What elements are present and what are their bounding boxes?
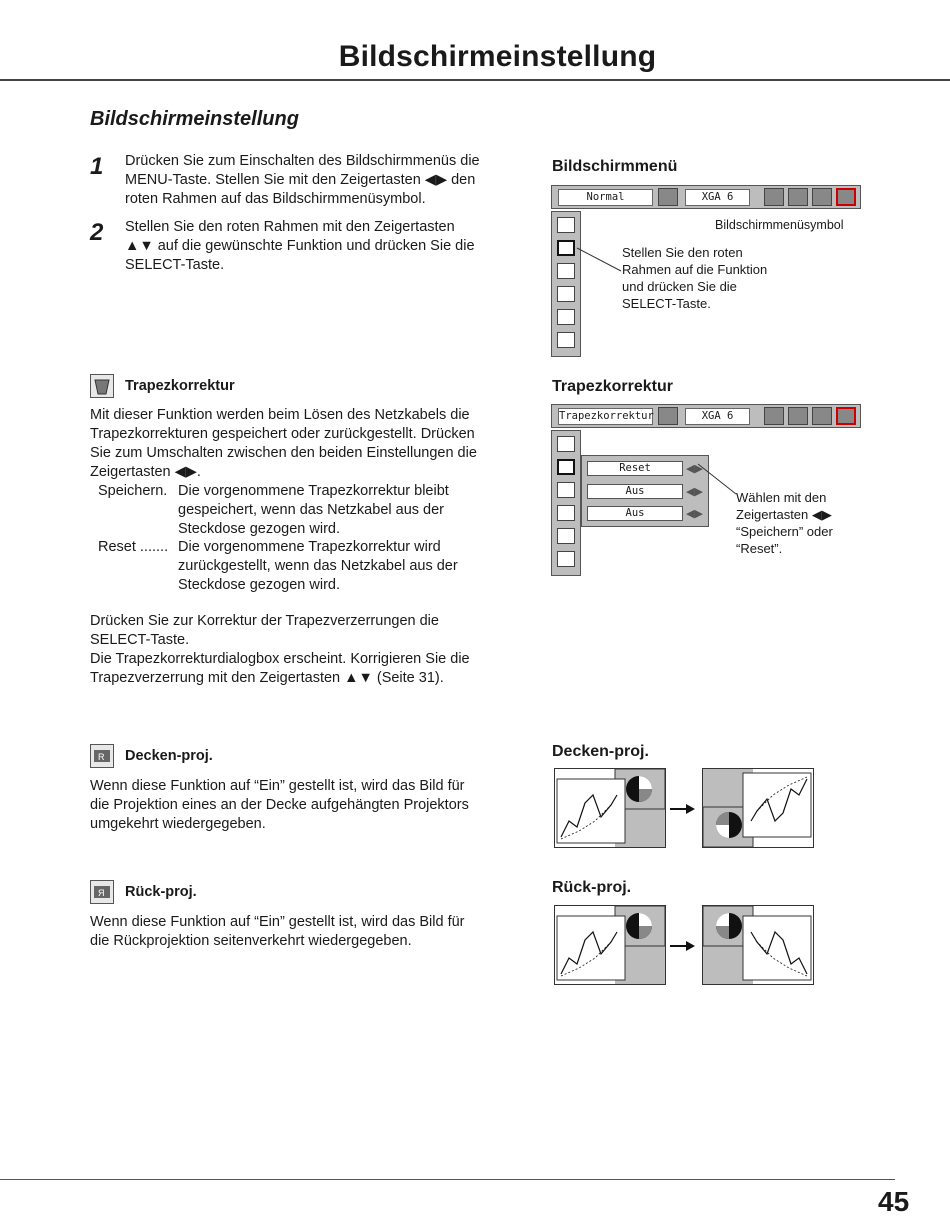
page-number: 45 <box>878 1186 910 1217</box>
text-line: Sie zum Umschalten zwischen den beiden Einstellungen die <box>90 445 477 461</box>
zoom-icon <box>557 309 575 325</box>
text-line: Zeigertasten ◀▶. <box>90 464 201 480</box>
text-line: gespeichert, wenn das Netzkabel aus der <box>178 502 444 518</box>
subsection-heading: Rück-proj. <box>125 884 197 900</box>
keystone-outro <box>90 612 520 688</box>
rear-text <box>90 913 520 951</box>
callout-line-text: Zeigertasten ◀▶ <box>736 507 832 522</box>
step-line: MENU-Taste. Stellen Sie mit den Zeigertasten ◀▶ den <box>125 172 476 188</box>
arrow-icon: ◀▶ <box>686 463 703 475</box>
text-line: zurückgestellt, wenn das Netzkabel aus der <box>178 558 458 574</box>
step-number: 2 <box>90 219 104 246</box>
screen-icon <box>836 407 856 425</box>
callout-text <box>736 489 866 557</box>
menu-bar <box>551 404 861 428</box>
svg-text:Я: Я <box>98 888 105 898</box>
flipped-image <box>702 768 814 848</box>
menu-bar <box>551 185 861 209</box>
callout-line <box>575 245 625 275</box>
arrow-right-icon <box>668 800 698 818</box>
step-line: Stellen Sie den roten Rahmen mit den Zeigertasten <box>125 219 455 235</box>
tool-icon <box>812 188 832 206</box>
color-icon <box>788 407 808 425</box>
ceiling-text <box>90 777 520 834</box>
full-screen-icon <box>557 286 575 302</box>
text-line: Trapezverzerrung mit den Zeigertasten ▲▼ (Seite 31). <box>90 670 444 686</box>
custom-icon <box>557 332 575 348</box>
callout-line-text: SELECT-Taste. <box>622 296 711 311</box>
rear-icon <box>90 880 114 904</box>
menu-field: XGA 6 <box>685 189 750 206</box>
normal-image <box>554 905 666 985</box>
text-line: Trapezkorrekturen gespeichert oder zurückgestellt. Drücken <box>90 426 475 442</box>
adjust-icon <box>658 188 678 206</box>
mirrored-image <box>702 905 814 985</box>
text-line: umgekehrt wiedergegeben. <box>90 816 266 832</box>
keystone-intro <box>90 406 520 482</box>
menu-sidebar <box>551 211 581 357</box>
tool-icon <box>812 407 832 425</box>
text-line: Die vorgenommene Trapezkorrektur wird <box>178 539 441 555</box>
section-title: Bildschirmeinstellung <box>90 108 299 130</box>
exit-icon <box>557 551 575 567</box>
option-desc <box>178 538 518 595</box>
callout-line-text: Rahmen auf die Funktion <box>622 262 768 277</box>
ceiling-icon <box>90 744 114 768</box>
menu-field: Normal <box>558 189 653 206</box>
text-line: Drücken Sie zur Korrektur der Trapezverzerrungen die <box>90 613 439 629</box>
up-arrow-icon <box>557 217 575 233</box>
step-text <box>125 218 525 275</box>
callout-line-text: Stellen Sie den roten <box>622 245 743 260</box>
adjust-icon <box>658 407 678 425</box>
svg-text:R: R <box>98 752 105 762</box>
color-icon <box>788 188 808 206</box>
text-line: die Projektion eines an der Decke aufgehängten Projektors <box>90 797 469 813</box>
title-rule <box>0 79 950 81</box>
value-field: Aus <box>587 506 683 521</box>
footer-rule <box>0 1179 895 1180</box>
text-line: Steckdose gezogen wird. <box>178 521 341 537</box>
option-term: Reset ....... <box>98 539 169 555</box>
callout-line-text: “Reset”. <box>736 541 783 556</box>
step-line: SELECT-Taste. <box>125 257 225 273</box>
keystone-icon <box>557 240 575 256</box>
value-field: Reset <box>587 461 683 476</box>
keystone-icon <box>90 374 114 398</box>
menu-field: XGA 6 <box>685 408 750 425</box>
text-line: Die Trapezkorrekturdialogbox erscheint. Korrigieren Sie die <box>90 651 470 667</box>
text-line: Wenn diese Funktion auf “Ein” gestellt ist, wird das Bild für <box>90 914 465 930</box>
screen-icon <box>836 188 856 206</box>
text-line: Die vorgenommene Trapezkorrektur bleibt <box>178 483 449 499</box>
callout-line-text: “Speichern” oder <box>736 524 833 539</box>
symbol-label: Bildschirmmenüsymbol <box>715 218 844 232</box>
text-line: Steckdose gezogen wird. <box>178 577 341 593</box>
screen-icon <box>557 263 575 279</box>
menu-sidebar <box>551 430 581 576</box>
option-term: Speichern. <box>98 483 168 499</box>
arrow-right-icon <box>668 937 698 955</box>
step-line: roten Rahmen auf das Bildschirmmenüsymbol. <box>125 191 426 207</box>
figure-heading: Rück-proj. <box>552 879 632 896</box>
text-line: SELECT-Taste. <box>90 632 190 648</box>
value-panel <box>581 455 709 527</box>
callout-text <box>622 244 802 312</box>
page-title: Bildschirmeinstellung <box>338 40 657 73</box>
arrow-icon: ◀▶ <box>686 508 703 520</box>
up-arrow-icon <box>557 436 575 452</box>
step-line: ▲▼ auf die gewünschte Funktion und drücken Sie die <box>125 238 475 254</box>
figure-heading: Trapezkorrektur <box>552 378 673 395</box>
normal-image <box>554 768 666 848</box>
step-line: Drücken Sie zum Einschalten des Bildschirmmenüs die <box>125 153 480 169</box>
pc-icon <box>764 188 784 206</box>
subsection-heading: Decken-proj. <box>125 748 213 764</box>
text-line: die Rückprojektion seitenverkehrt wiedergegeben. <box>90 933 412 949</box>
subsection-heading: Trapezkorrektur <box>125 378 235 394</box>
down-arrow-icon <box>557 528 575 544</box>
step-number: 1 <box>90 153 104 180</box>
menu-field: Trapezkorrektur <box>558 408 653 425</box>
step-text <box>125 152 525 209</box>
figure-heading: Decken-proj. <box>552 743 649 760</box>
text-line: Wenn diese Funktion auf “Ein” gestellt ist, wird das Bild für <box>90 778 465 794</box>
value-field: Aus <box>587 484 683 499</box>
pc-icon <box>764 407 784 425</box>
figure-heading: Bildschirmmenü <box>552 158 678 175</box>
ceiling-icon <box>557 482 575 498</box>
callout-line-text: Wählen mit den <box>736 490 827 505</box>
text-line: Mit dieser Funktion werden beim Lösen des Netzkabels die <box>90 407 470 423</box>
callout-line-text: und drücken Sie die <box>622 279 737 294</box>
keystone-icon <box>557 459 575 475</box>
option-desc <box>178 482 518 539</box>
rear-icon <box>557 505 575 521</box>
arrow-icon: ◀▶ <box>686 486 703 498</box>
